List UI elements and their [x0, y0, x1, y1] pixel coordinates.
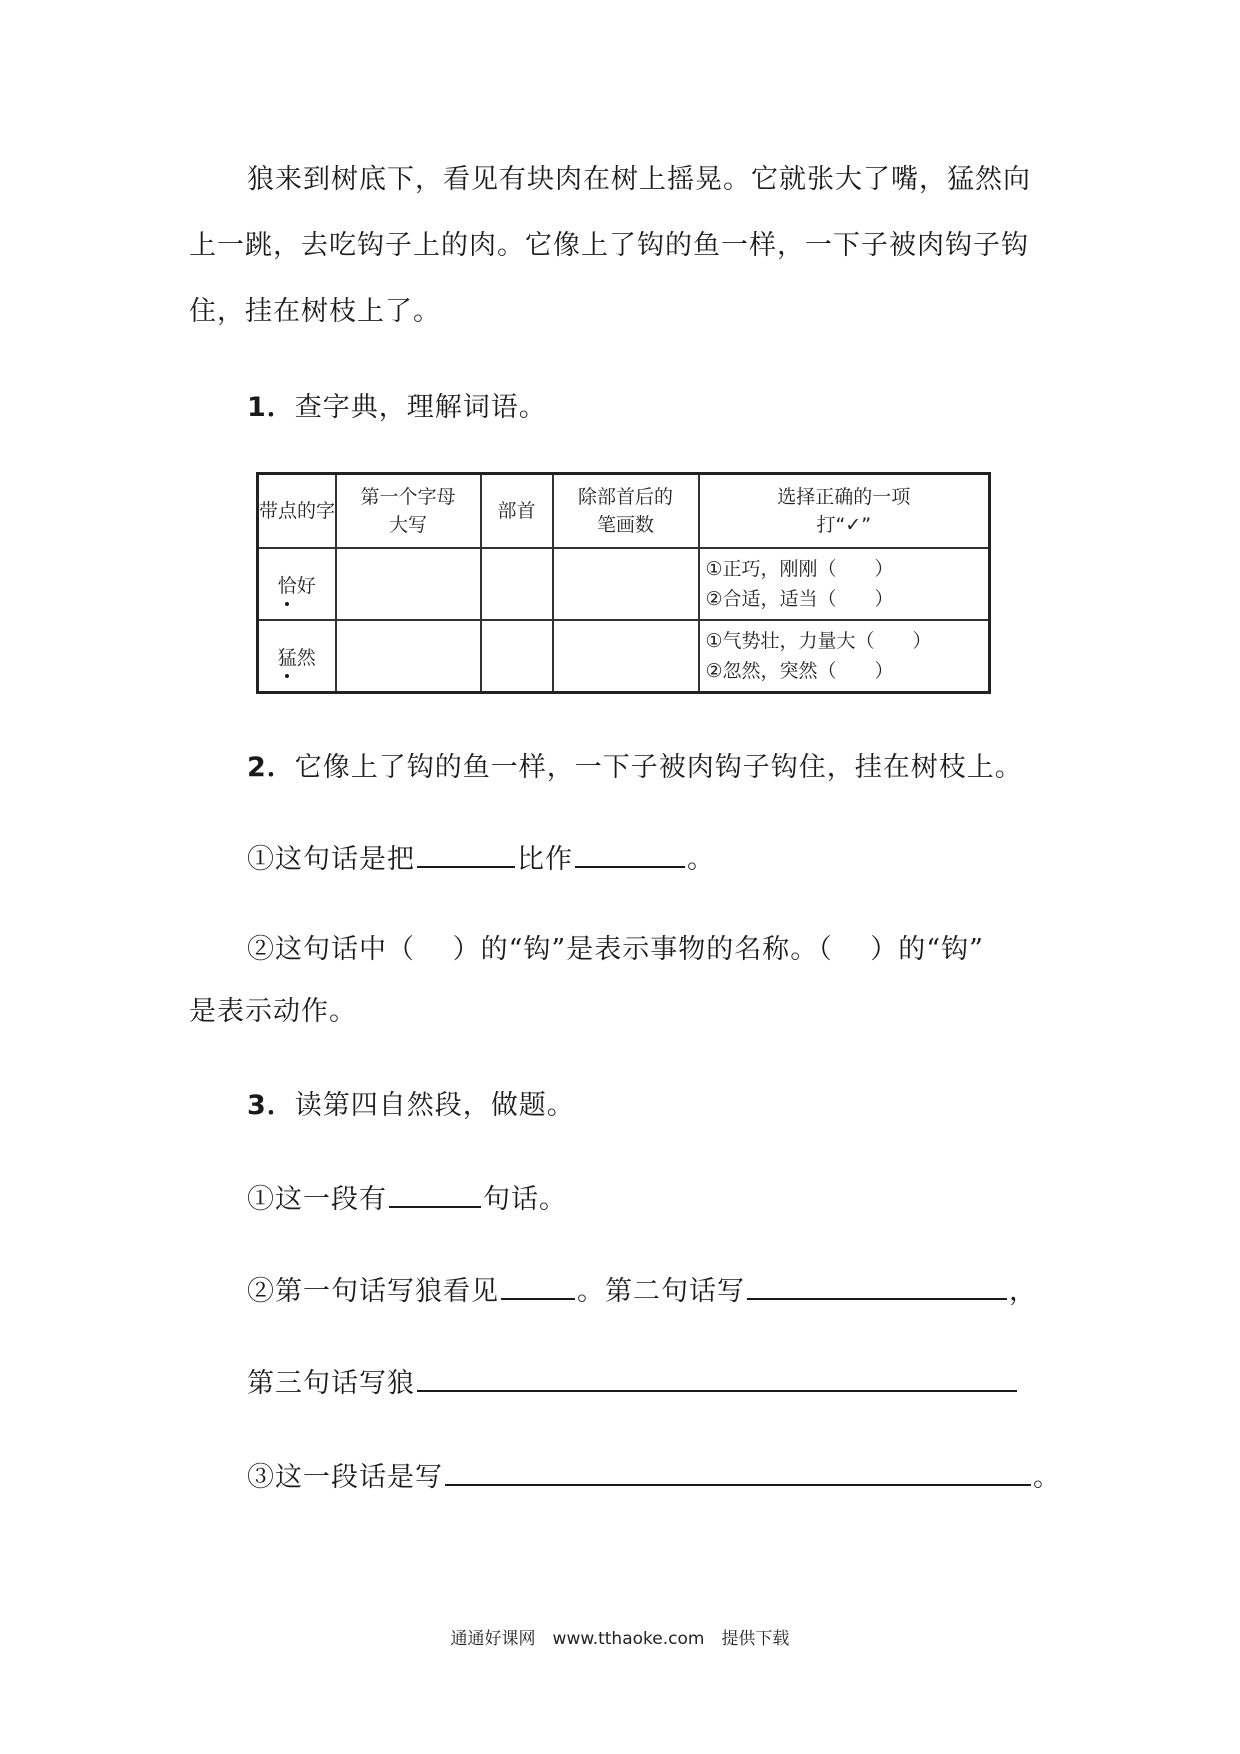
question-2-text: 它像上了钩的鱼一样，一下子被肉钩子钩住，挂在树枝上。: [294, 752, 1023, 783]
question-3-sub-1: ①这一段有 句话。: [247, 1178, 567, 1220]
passage-line-3: 住，挂在树枝上了。: [189, 296, 441, 327]
dotted-character: 猛: [278, 643, 297, 670]
letter-answer-cell[interactable]: [336, 620, 481, 693]
dotted-character: 恰: [278, 571, 297, 598]
question-1-number: 1．: [247, 392, 295, 423]
table-header: 选择正确的一项 打“✓”: [699, 474, 990, 549]
table-header: 除部首后的 笔画数: [553, 474, 699, 549]
table-row: [258, 548, 990, 620]
question-2-sub-2-line-1: ②这句话中（ ）的“钩”是表示事物的名称。（ ）的“钩”: [247, 934, 984, 965]
table-header: 第一个字母 大写: [336, 474, 481, 549]
table-header-row: [258, 474, 990, 549]
answer-blank[interactable]: [389, 1178, 481, 1208]
stroke-count-answer-cell[interactable]: [553, 548, 699, 620]
answer-blank[interactable]: [417, 1362, 1017, 1392]
question-1-text: 查字典，理解词语。: [294, 392, 547, 423]
question-1: [247, 388, 547, 428]
question-2-sub-1: ①这句话是把 比作 。: [247, 838, 715, 880]
options-cell[interactable]: ①气势壮，力量大（ ） ②忽然，突然（ ）: [699, 620, 990, 693]
passage-line-1: 狼来到树底下，看见有块肉在树上摇晃。它就张大了嘴，猛然向: [247, 164, 1031, 195]
question-2-number: 2．: [247, 752, 295, 783]
answer-blank[interactable]: [445, 1456, 1031, 1486]
table-row: [258, 620, 990, 693]
dotted-word-cell: 猛然: [258, 620, 336, 693]
radical-answer-cell[interactable]: [481, 620, 553, 693]
footer-credit: 通通好课网 www.tthaoke.com 提供下载: [450, 1629, 790, 1649]
answer-blank[interactable]: [417, 838, 515, 868]
passage-line-2: 上一跳，去吃钩子上的肉。它像上了钩的鱼一样，一下子被肉钩子钩: [189, 230, 1029, 261]
question-2: [247, 748, 1023, 788]
question-2-sub-2-line-2: 是表示动作。: [189, 996, 357, 1027]
answer-blank[interactable]: [501, 1270, 575, 1300]
question-3: [247, 1086, 575, 1126]
letter-answer-cell[interactable]: [336, 548, 481, 620]
question-3-number: 3．: [247, 1090, 295, 1121]
dotted-word-cell: 恰好: [258, 548, 336, 620]
question-3-sub-2b: 第三句话写狼: [247, 1362, 1019, 1404]
answer-blank[interactable]: [575, 838, 685, 868]
options-cell[interactable]: ①正巧，刚刚（ ） ②合适，适当（ ）: [699, 548, 990, 620]
table-header: 部首: [481, 474, 553, 549]
question-3-sub-3: ③这一段话是写 。: [247, 1456, 1061, 1498]
radical-answer-cell[interactable]: [481, 548, 553, 620]
stroke-count-answer-cell[interactable]: [553, 620, 699, 693]
dictionary-table: [256, 472, 991, 694]
question-3-text: 读第四自然段，做题。: [294, 1090, 575, 1121]
table-header: 带点的字: [258, 474, 336, 549]
question-3-sub-2: ②第一句话写狼看见 。第二句话写 ，: [247, 1270, 1037, 1312]
answer-blank[interactable]: [747, 1270, 1007, 1300]
